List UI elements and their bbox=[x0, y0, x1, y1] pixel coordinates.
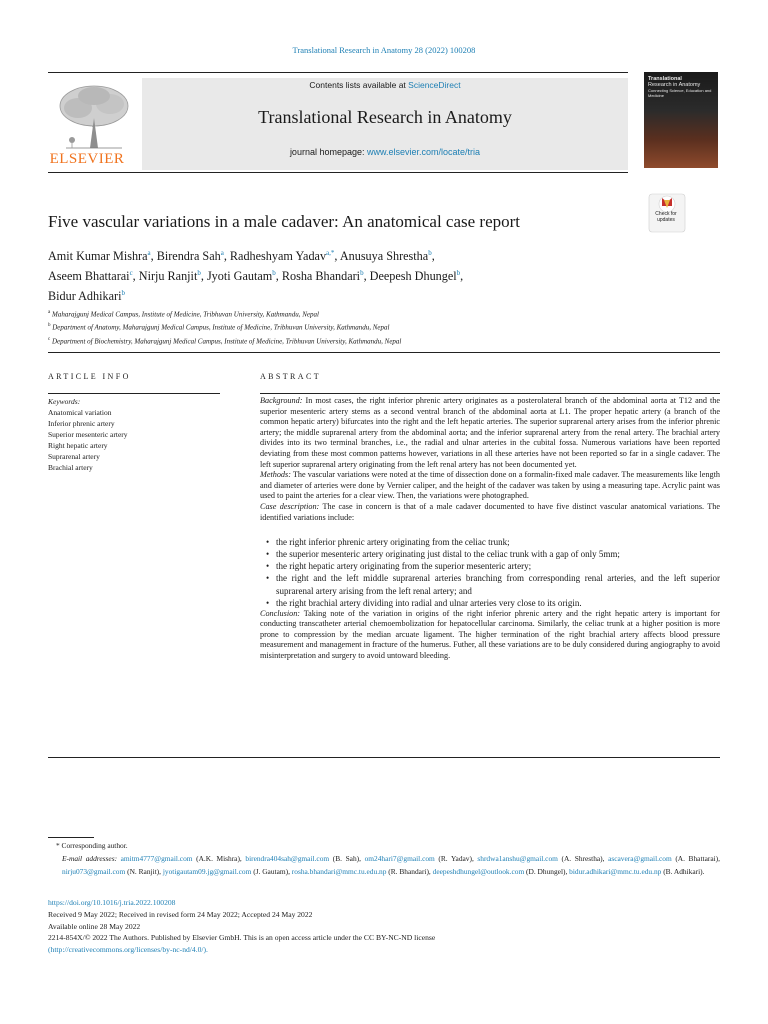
publication-info bbox=[48, 897, 720, 956]
keyword-item: Inferior phrenic artery bbox=[48, 419, 115, 428]
abstract-rule bbox=[260, 393, 720, 394]
check-for-updates-label[interactable] bbox=[648, 212, 684, 223]
author-affil-mark[interactable]: a bbox=[220, 249, 224, 257]
author-affil-mark[interactable]: b bbox=[360, 269, 364, 278]
keywords-block bbox=[48, 396, 238, 473]
author-affil-mark[interactable]: c bbox=[129, 269, 133, 278]
author-name[interactable]: Jyoti Gautam bbox=[206, 269, 273, 284]
received-dates: Received 9 May 2022; Received in revised form 24 May 2022; Accepted 24 May 2022 bbox=[48, 909, 313, 919]
list-item: • the right brachial artery dividing into radial and ulnar arteries very close to its origin. bbox=[266, 597, 720, 609]
article-info-rule bbox=[48, 393, 220, 394]
crossmark-line-1: Check for bbox=[655, 211, 677, 217]
author-name[interactable]: Birendra Sah bbox=[156, 249, 221, 264]
abstract-end-rule bbox=[48, 757, 720, 758]
corresponding-author-note: * Corresponding author. bbox=[56, 841, 128, 850]
abstract-body bbox=[260, 396, 720, 662]
email-label: E-mail addresses: bbox=[62, 853, 118, 863]
contents-line bbox=[142, 80, 628, 90]
author-affil-mark[interactable]: b bbox=[197, 269, 201, 278]
keyword-item: Superior mesenteric artery bbox=[48, 430, 128, 439]
author-list: Amit Kumar Mishra$^a$, Birendra Sah$^a$, Radheshyam Yadav$^{a,*}$, Anusuya Shrestha$^b$, Aseem Bhattarai$^c$, Nirju Ranjit$^b$, Jyoti Gautam$^b$, Rosha Bhandari$^b$, Deepesh Dhungel$^b$, Bidur Adhikari$^b$ bbox=[48, 249, 464, 304]
abstract-conclusion: Conclusion: Taking note of the variation in origins of the right inferior phrenic artery and the right hepatic artery is important for conducting transcatheter arterial chemoembolization for hepatocellular carcinoma. Similarly, the celiac trunk at a higher position is more prone to compression by the median arcuate ligament. The higher termination of the right brachial artery affects blood pressure measurement and management in fracture of the humerus. Futher, all these variations are to be duly considered during angiography to avoid misinterpretation and surgery to avoid untoward bleeding. bbox=[260, 608, 720, 661]
author-affil-mark[interactable]: b bbox=[456, 269, 461, 278]
abstract-case: Case description: The case in concern is that of a male cadaver documented to have five distinct vascular anatomical variations. The identified variations include: bbox=[260, 501, 720, 522]
footnotes bbox=[48, 840, 720, 878]
keyword-item: Right hepatic artery bbox=[48, 441, 108, 450]
email-link[interactable]: deepeshdhungel@outlook.com bbox=[432, 866, 525, 876]
author-name[interactable]: Bidur Adhikari bbox=[48, 289, 122, 304]
email-link[interactable]: om24hari7@gmail.com bbox=[364, 853, 435, 863]
license-statement: 2214-854X/© 2022 The Authors. Published by Elsevier GmbH. This is an open access article under the CC BY-NC-ND license (http://creativecommons.org/licenses/by-nc-nd/4.0/). bbox=[48, 933, 436, 955]
sciencedirect-link[interactable]: ScienceDirect bbox=[408, 80, 461, 90]
email-link[interactable]: ascavera@gmail.com bbox=[608, 853, 672, 863]
author-affil-mark[interactable]: b bbox=[428, 249, 432, 257]
license-link[interactable]: (http://creativecommons.org/licenses/by-nc-nd/4.0/). bbox=[48, 945, 208, 955]
homepage-prefix: journal homepage: bbox=[289, 147, 367, 157]
keyword-item: Anatomical variation bbox=[48, 408, 112, 417]
email-link[interactable]: rosha.bhandari@mmc.tu.edu.np bbox=[291, 866, 387, 876]
email-link[interactable]: amitm4777@gmail.com bbox=[120, 853, 193, 863]
author-name[interactable]: Rosha Bhandari bbox=[281, 269, 361, 284]
email-link[interactable]: birendra404sah@gmail.com bbox=[245, 853, 330, 863]
journal-homepage-line bbox=[142, 147, 628, 157]
doi-link[interactable]: https://doi.org/10.1016/j.tria.2022.100208 bbox=[48, 898, 176, 907]
list-item: • the right and the left middle suprarenal arteries branching from corresponding renal arteries, and the left superior suprarenal artery arising from the left renal artery; and bbox=[266, 572, 720, 596]
journal-citation-link[interactable]: Translational Research in Anatomy 28 (2022) 100208 bbox=[292, 45, 476, 55]
author-name[interactable]: Anusuya Shrestha bbox=[339, 249, 429, 264]
affiliation-item: $^c$ Department of Biochemistry, Maharajgunj Medical Campus, Institute of Medicine, Tribhuvan University, Kathmandu, Nepal bbox=[48, 336, 402, 345]
section-divider bbox=[48, 352, 720, 353]
journal-homepage-link[interactable]: www.elsevier.com/locate/tria bbox=[367, 147, 481, 157]
keyword-item: Suprarenal artery bbox=[48, 452, 100, 461]
email-link[interactable]: jyotigautam09.jg@gmail.com bbox=[162, 866, 252, 876]
email-link[interactable]: nirju073@gmail.com bbox=[62, 866, 126, 876]
abstract-heading: ABSTRACT bbox=[260, 372, 321, 381]
author-name[interactable]: Deepesh Dhungel bbox=[369, 269, 457, 284]
author-name[interactable]: Radheshyam Yadav bbox=[229, 249, 327, 264]
header-top-rule bbox=[48, 72, 628, 73]
publisher-wordmark[interactable]: ELSEVIER bbox=[49, 151, 125, 167]
variation-list bbox=[266, 536, 720, 609]
journal-cover-text bbox=[648, 76, 716, 98]
header-bottom-rule bbox=[48, 172, 628, 173]
author-name[interactable]: Nirju Ranjit bbox=[138, 269, 198, 284]
affiliation-list bbox=[48, 307, 728, 347]
crossmark-line-2: updates bbox=[657, 216, 675, 223]
abstract-methods: Methods: The vascular variations were noted at the time of dissection done on a formalin-fixed male cadaver. The measurements like length and diameter of arteries were done by Vernier caliper, and the height of the cadaver was taken by using a measuring tape. Acrylic paint was used to paint the arteries for a clear view. Then, the variations were photographed. bbox=[260, 470, 720, 501]
journal-title: Translational Research in Anatomy bbox=[258, 107, 512, 127]
cover-line-3: Connecting Science, Education and Medicine bbox=[648, 88, 712, 98]
author-affil-mark[interactable]: b bbox=[121, 289, 125, 298]
affiliation-item: $^b$ Department of Anatomy, Maharajgunj Medical Campus, Institute of Medicine, Tribhuvan University, Kathmandu, Nepal bbox=[48, 323, 390, 332]
author-name[interactable]: Amit Kumar Mishra bbox=[48, 249, 148, 264]
list-item: • the right hepatic artery originating from the superior mesenteric artery; bbox=[266, 560, 720, 572]
affiliation-item: $^a$ Maharajgunj Medical Campus, Institute of Medicine, Tribhuvan University, Kathmandu, Nepal bbox=[48, 310, 319, 319]
keywords-label: Keywords: bbox=[48, 397, 81, 406]
article-info-heading: ARTICLE INFO bbox=[48, 372, 131, 381]
cover-line-2: Research in Anatomy bbox=[648, 82, 701, 88]
abstract-background: Background: In most cases, the right inferior phrenic artery originates as a posterolateral branch of the abdominal aorta at T12 and the superior mesenteric artery stems as a second ventral branch of the abdominal aorta at L1. The proper hepatic artery (a branch of the common hepatic artery) bifurcates into the right and the left hepatic arteries. The superior suprarenal artery arises from the inferior phrenic artery; the middle suprarenal artery from the abdominal aorta; and the inferior suprarenal artery from the renal artery. The brachial artery divides into its two terminal branches, i.e., the radial and ulnar arteries in the cubital fossa. Numerous variations have been reported deviating from these most common patterns however, variations in all these arteries have not been reported so far in a single cadaver. The left superior suprarenal artery originating from the left renal artery has not been documented yet. bbox=[260, 396, 720, 469]
author-affil-mark[interactable]: b bbox=[272, 269, 276, 278]
cover-line-1: Translational bbox=[648, 76, 682, 82]
email-link[interactable]: bidur.adhikari@mmc.tu.edu.np bbox=[569, 866, 662, 876]
author-name[interactable]: Aseem Bhattarai bbox=[48, 269, 130, 284]
email-link[interactable]: shrdwa1anshu@gmail.com bbox=[477, 853, 558, 863]
online-date: Available online 28 May 2022 bbox=[48, 921, 141, 931]
list-item: • the right inferior phrenic artery originating from the celiac trunk; bbox=[266, 536, 720, 548]
email-addresses: E-mail addresses: amitm4777@gmail.com (A.K. Mishra), birendra404sah@gmail.com (B. Sah), om24hari7@gmail.com (R. Yadav), shrdwa1anshu@gmail.com (A. Shrestha), ascavera@gmail.com (A. Bhattarai), nirju073@gmail.com (N. Ranjit), jyotigautam09.jg@gmail.com (J. Gautam), rosha.bhandari@mmc.tu.edu.np (R. Bhandari), deepeshdhungel@outlook.com (D. Dhungel), bidur.adhikari@mmc.tu.edu.np (B. Adhikari). bbox=[62, 853, 720, 876]
keyword-item: Brachial artery bbox=[48, 463, 93, 472]
list-item: • the superior mesenteric artery originating just distal to the celiac trunk with a gap of only 5mm; bbox=[266, 548, 720, 560]
footnote-rule bbox=[48, 837, 94, 838]
author-affil-mark[interactable]: a,* bbox=[326, 249, 335, 257]
author-affil-mark[interactable]: a bbox=[147, 249, 151, 257]
contents-prefix: Contents lists available at bbox=[309, 80, 409, 90]
article-title: Five vascular variations in a male cadaver: An anatomical case report bbox=[48, 212, 521, 231]
